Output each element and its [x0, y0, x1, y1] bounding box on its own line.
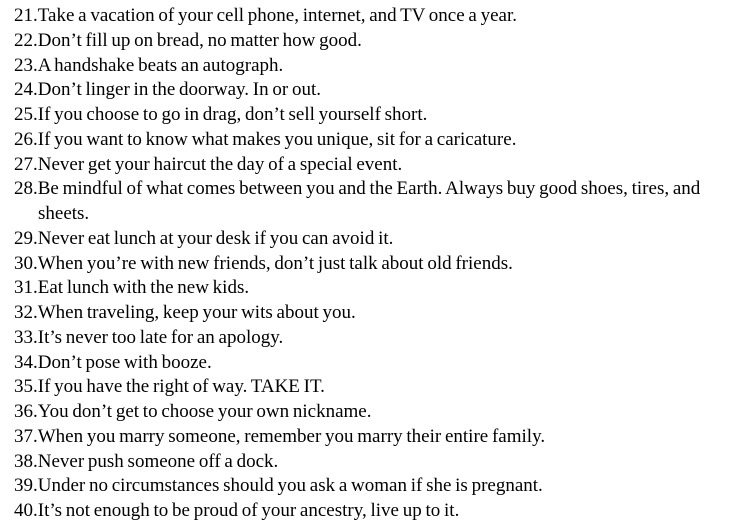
list-item [0, 153, 722, 178]
list-item-text: You don’t get to choose your own nickname. [37, 401, 372, 422]
list-item-text: Don’t pose with booze. [37, 351, 212, 373]
list-item [0, 103, 722, 128]
list-item-number: 34. [14, 351, 38, 373]
list-item-number: 29. [14, 227, 38, 249]
list-item-number: 33. [14, 326, 38, 348]
list-item [0, 128, 722, 153]
list-item-number: 26. [14, 128, 38, 150]
list-item [0, 276, 722, 301]
list-item-text: Eat lunch with the new kids. [37, 277, 250, 299]
list-item [0, 400, 722, 425]
list-item [0, 301, 722, 326]
list-item [0, 252, 722, 277]
list-item-text: Never eat lunch at your desk if you can avoid it. [37, 227, 394, 249]
list-item [0, 425, 722, 450]
list-item-text: Don’t fill up on bread, no matter how good. [37, 29, 362, 51]
list-item-number: 38. [14, 450, 38, 472]
list-item-text: Don’t linger in the doorway. In or out. [37, 79, 321, 101]
list-item-text: Be mindful of what comes between you and the Earth. Always buy good shoes, tires, and sheets. [37, 178, 701, 224]
list-item-text: Take a vacation of your cell phone, internet, and TV once a year. [37, 5, 517, 26]
list-item-text: If you have the right of way. TAKE IT. [37, 376, 325, 398]
list-item-text: When you’re with new friends, don’t just talk about old friends. [37, 252, 513, 274]
list-item [0, 78, 722, 103]
list-item [0, 474, 722, 499]
list-item-text: Never push someone off a dock. [37, 450, 279, 472]
list-item [0, 4, 722, 29]
list-item-number: 25. [14, 104, 38, 125]
list-item-number: 35. [14, 376, 38, 398]
advice-list [0, 4, 729, 524]
list-item-text: Under no circumstances should you ask a woman if she is pregnant. [37, 475, 543, 497]
list-item-text: If you choose to go in drag, don’t sell yourself short. [37, 104, 428, 125]
list-item [0, 351, 722, 376]
list-item-number: 28. [14, 178, 38, 200]
list-item-number: 22. [14, 29, 38, 51]
list-item-text: If you want to know what makes you unique, sit for a caricature. [37, 128, 517, 150]
list-item [0, 326, 722, 351]
list-item-number: 32. [14, 302, 38, 323]
list-item-number: 27. [14, 153, 38, 175]
list-item-number: 31. [14, 277, 38, 299]
list-item-text: When you marry someone, remember you marry their entire family. [37, 425, 546, 447]
list-item-number: 37. [14, 425, 38, 447]
list-item [0, 450, 722, 475]
list-item-number: 23. [14, 54, 38, 76]
list-item-number: 36. [14, 401, 38, 422]
list-item [0, 29, 722, 54]
list-item-text: It’s never too late for an apology. [37, 326, 284, 348]
list-item-text: A handshake beats an autograph. [37, 54, 284, 76]
list-item-number: 24. [14, 79, 38, 101]
list-item-number: 39. [14, 475, 38, 497]
list-item [0, 499, 722, 524]
list-item-text: Never get your haircut the day of a special event. [37, 153, 403, 175]
list-item-text: When traveling, keep your wits about you. [37, 302, 356, 323]
list-item-text: It’s not enough to be proud of your ancestry, live up to it. [37, 500, 460, 521]
list-item-number: 30. [14, 252, 38, 274]
list-item [0, 227, 722, 252]
list-item [0, 177, 722, 227]
list-item [0, 54, 722, 79]
list-item-number: 21. [14, 5, 38, 26]
list-item-number: 40. [14, 500, 38, 521]
list-item [0, 375, 722, 400]
